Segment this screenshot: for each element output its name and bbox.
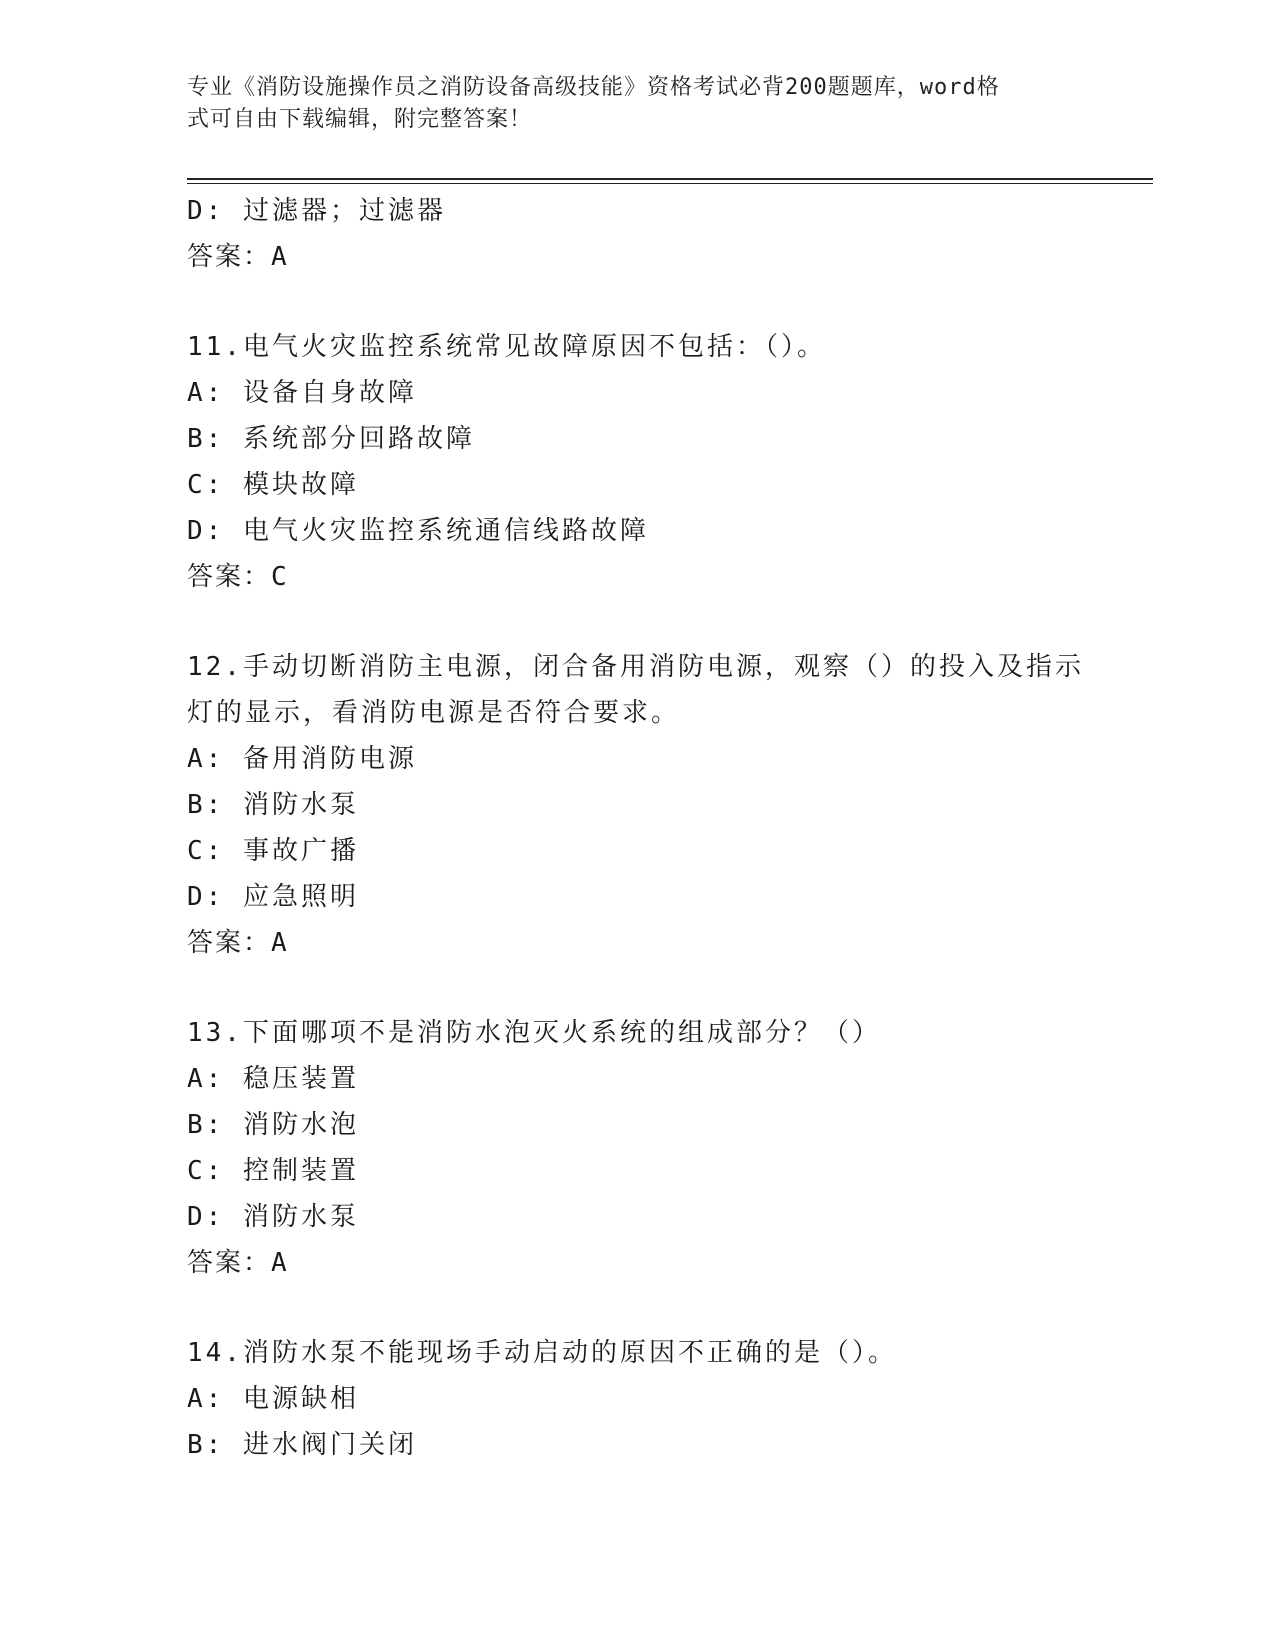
document-header: [187, 72, 1077, 136]
option-a: A: 稳压装置: [187, 1064, 359, 1094]
option-d: D: 应急照明: [187, 882, 359, 912]
answer: 答案：A: [187, 1248, 289, 1278]
option-c: C: 事故广播: [187, 836, 359, 866]
spacer: [187, 966, 1087, 1010]
spacer: [187, 280, 1087, 324]
answer: 答案：A: [187, 242, 289, 272]
answer: 答案：A: [187, 928, 289, 958]
answer: 答案：C: [187, 562, 289, 592]
question-stem-line-2: 灯的显示，看消防电源是否符合要求。: [187, 698, 681, 728]
question-list: [187, 188, 1087, 1468]
question-14: [187, 1330, 1087, 1468]
option-a: A: 电源缺相: [187, 1384, 359, 1414]
option-b: B: 系统部分回路故障: [187, 424, 475, 454]
question-12: [187, 644, 1087, 966]
spacer: [187, 600, 1087, 644]
question-stem-line-1: 12.手动切断消防主电源，闭合备用消防电源，观察（）的投入及指示: [187, 652, 1084, 682]
option-a: A: 设备自身故障: [187, 378, 417, 408]
option-b: B: 进水阀门关闭: [187, 1430, 417, 1460]
option-d: D: 消防水泵: [187, 1202, 359, 1232]
header-divider-thin: [187, 183, 1153, 184]
option-c: C: 模块故障: [187, 470, 359, 500]
question-11: [187, 324, 1087, 600]
question-stem: 13.下面哪项不是消防水泡灭火系统的组成部分？（）: [187, 1018, 881, 1048]
option-b: B: 消防水泵: [187, 790, 359, 820]
header-divider-thick: [187, 178, 1153, 180]
option-b: B: 消防水泡: [187, 1110, 359, 1140]
option-d: D: 电气火灾监控系统通信线路故障: [187, 516, 649, 546]
question-13: [187, 1010, 1087, 1286]
header-line-2: 式可自由下载编辑，附完整答案！: [187, 107, 533, 132]
spacer: [187, 1286, 1087, 1330]
header-line-1: 专业《消防设施操作员之消防设备高级技能》资格考试必背200题题库，word格: [187, 75, 1000, 100]
option-d: D: 过滤器；过滤器: [187, 196, 446, 226]
question-stem: 14.消防水泵不能现场手动启动的原因不正确的是（）。: [187, 1338, 897, 1368]
option-a: A: 备用消防电源: [187, 744, 417, 774]
option-c: C: 控制装置: [187, 1156, 359, 1186]
question-stem: 11.电气火灾监控系统常见故障原因不包括：（）。: [187, 332, 826, 362]
